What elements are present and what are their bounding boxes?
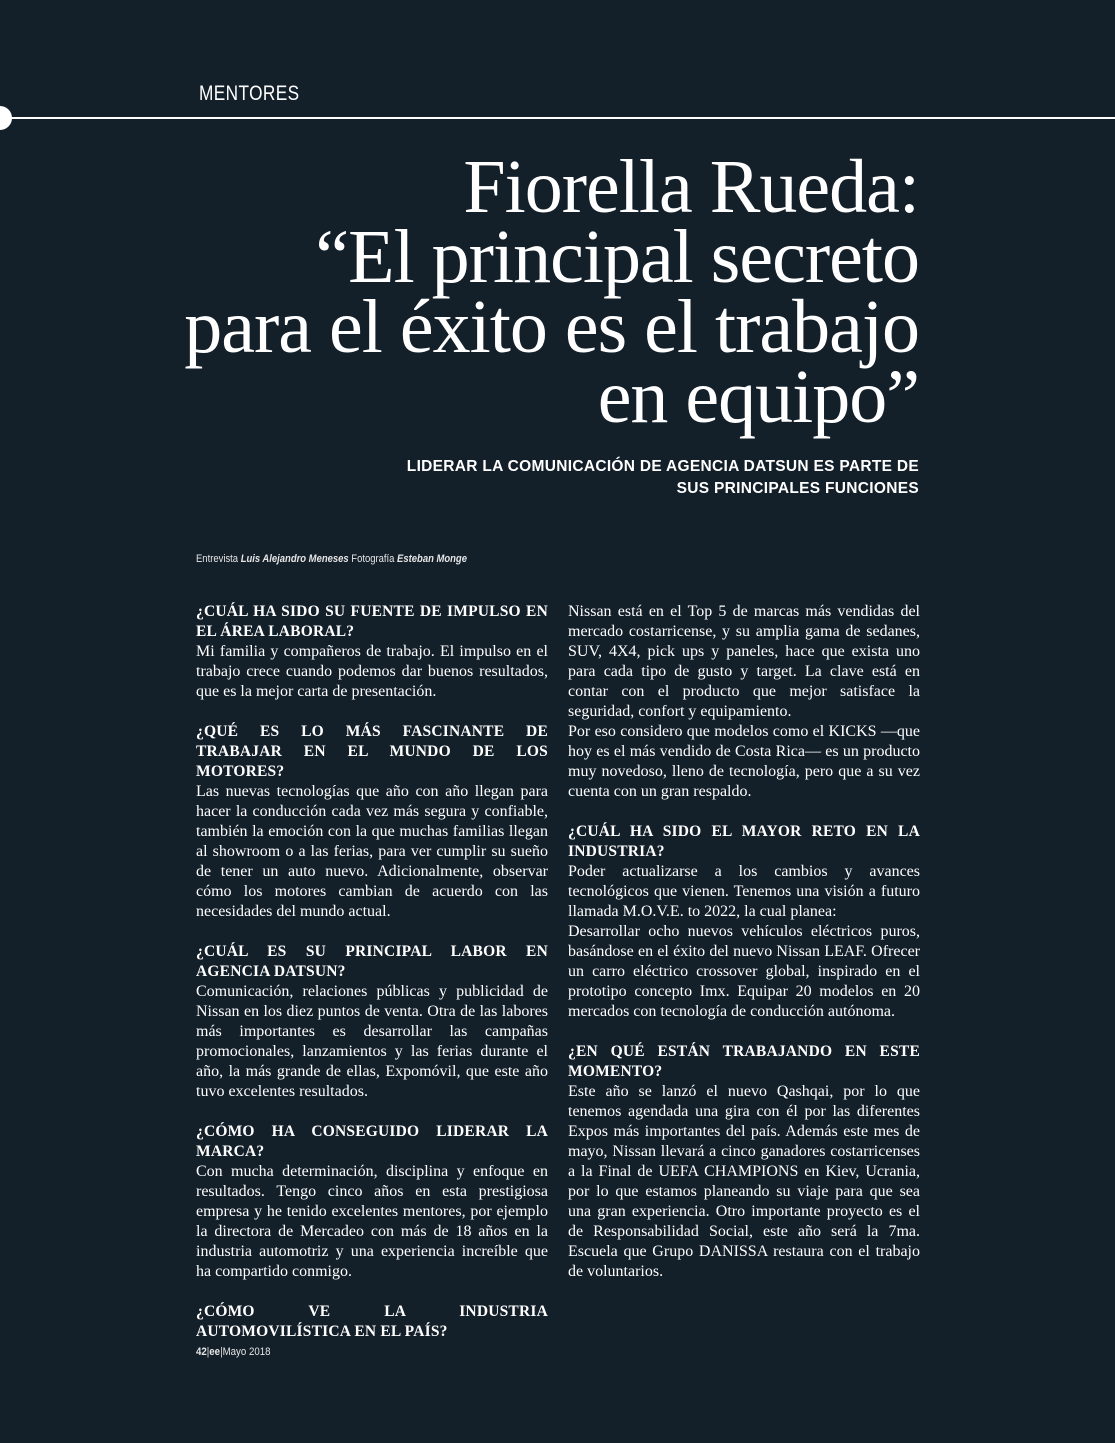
section-label: MENTORES: [199, 82, 300, 105]
answer-paragraph: Poder actualizarse a los cambios y avances tecnológicos que vienen. Tenemos una visión a futuro llamada M.O.V.E. to 2022, la cual planea:: [568, 863, 920, 920]
answer: Con mucha determinación, disciplina y enfoque en resultados. Tengo cinco años en esta prestigiosa empresa y he tenido excelentes mentores, por ejemplo la directora de Mercadeo con más de 18 años en la industria automotriz y una experiencia increíble que ha compartido conmigo.: [196, 1163, 548, 1280]
headline-line: para el éxito es el trabajo: [184, 285, 919, 369]
subhead-line: LIDERAR LA COMUNICACIÓN DE AGENCIA DATSUN ES PARTE DE: [406, 458, 919, 475]
answer-paragraph: Por eso considero que modelos como el KICKS —que hoy es el más vendido de Costa Rica— es un producto muy novedoso, lleno de tecnología, pero que a su vez cuenta con un gran respaldo.: [568, 723, 920, 800]
answer-paragraph: Nissan está en el Top 5 de marcas más vendidas del mercado costarricense, y su amplia gama de sedanes, SUV, 4X4, pick ups y paneles, hace que exista uno para cada tipo de gusto y target. La clave está en contar con el producto que mejor satisface la seguridad, confort y equipamiento.: [568, 603, 920, 720]
question: ¿EN QUÉ ESTÁN TRABAJANDO EN ESTE MOMENTO?: [568, 1043, 920, 1080]
question: ¿CUÁL HA SIDO SU FUENTE DE IMPULSO EN EL ÁREA LABORAL?: [196, 603, 548, 640]
headline-line: Fiorella Rueda:: [463, 145, 919, 229]
header-rule: [0, 117, 1115, 119]
interview-label: Entrevista: [196, 553, 239, 565]
answer-paragraph: Este año se lanzó el nuevo Qashqai, por lo que tenemos agendada una gira con él por las diferentes Expos más importantes del país. Además este mes de mayo, Nissan llevará a cinco ganadores costarricenses a la Final de UEFA CHAMPIONS en Kiev, Ucrania, por lo que estamos planeando su viaje para que sea una gran experiencia. Otro importante proyecto es el de Responsabilidad Social, este año será la 7ma. Escuela que Grupo DANISSA restaura con el trabajo de voluntarios.: [568, 1083, 920, 1280]
answer-paragraph: Desarrollar ocho nuevos vehículos eléctricos puros, basándose en el éxito del nuevo Nissan LEAF. Ofrecer un carro eléctrico crossover global, inspirado en el prototipo concepto Imx. Equipar 20 modelos en 20 mercados con tecnología de conducción autónoma.: [568, 923, 920, 1020]
page-number: 42: [196, 1346, 207, 1358]
left-column: [196, 602, 548, 1342]
subhead-line: SUS PRINCIPALES FUNCIONES: [676, 480, 919, 497]
magazine-brand: ee: [209, 1346, 221, 1358]
question: ¿QUÉ ES LO MÁS FASCINANTE DE TRABAJAR EN EL MUNDO DE LOS MOTORES?: [196, 723, 548, 780]
right-column: [568, 602, 920, 1282]
interviewer-name: Luis Alejandro Meneses: [240, 553, 349, 565]
headline-line: “El principal secreto: [315, 215, 919, 299]
article-headline: [159, 145, 919, 439]
question: ¿CÓMO HA CONSEGUIDO LIDERAR LA MARCA?: [196, 1123, 548, 1160]
answer: Mi familia y compañeros de trabajo. El impulso en el trabajo crece cuando podemos dar buenos resultados, que es la mejor carta de presentación.: [196, 643, 548, 700]
question: ¿CÓMO VE LA INDUSTRIA AUTOMOVILÍSTICA EN EL PAÍS?: [196, 1303, 548, 1340]
header-rule-dot: [0, 106, 12, 130]
headline-line: en equipo”: [597, 355, 919, 439]
page-footer: 42|ee|Mayo 2018: [196, 1346, 271, 1358]
answer: Comunicación, relaciones públicas y publicidad de Nissan en los diez puntos de venta. Otra de las labores más importantes es desarrollar las campañas promocionales, lanzamientos y las ferias durante el año, la más grande de ellas, Expomóvil, que este año tuvo excelentes resultados.: [196, 983, 548, 1100]
article-subhead: [399, 456, 919, 500]
question: ¿CUÁL HA SIDO EL MAYOR RETO EN LA INDUSTRIA?: [568, 823, 920, 860]
photographer-name: Esteban Monge: [397, 553, 467, 565]
question: ¿CUÁL ES SU PRINCIPAL LABOR EN AGENCIA DATSUN?: [196, 943, 548, 980]
article-credits: [196, 553, 467, 565]
issue-date: Mayo 2018: [222, 1346, 271, 1358]
photo-label: Fotografía: [351, 553, 395, 565]
answer: Las nuevas tecnologías que año con año llegan para hacer la conducción cada vez más segura y confiable, también la emoción con la que muchas familias llegan al showroom o a las ferias, para ver cumplir su sueño de tener un auto nuevo. Adicionalmente, observar cómo los motores cambian de acuerdo con las necesidades del mundo actual.: [196, 783, 548, 920]
